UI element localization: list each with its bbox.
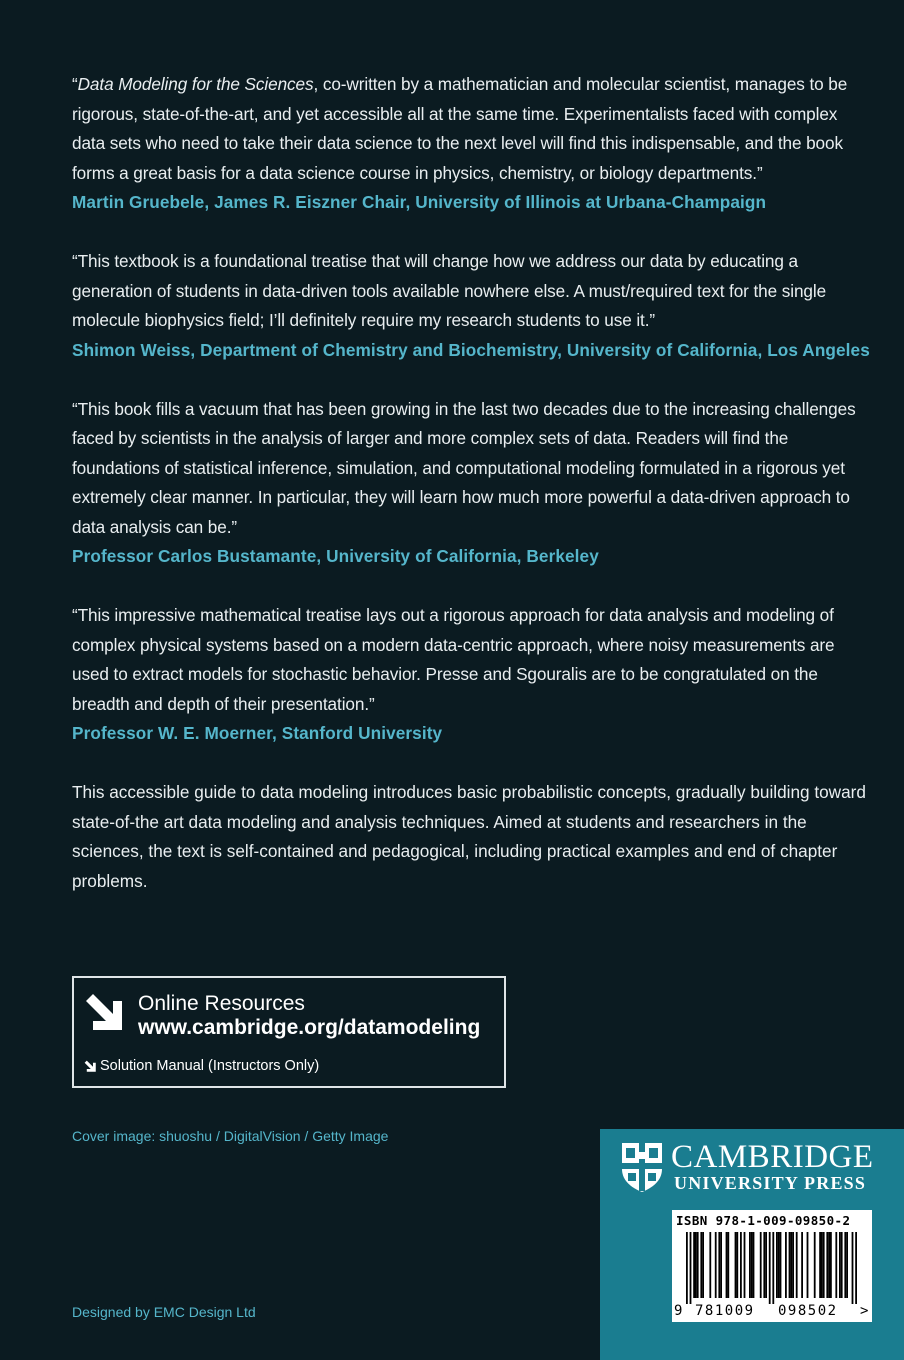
barcode-end-mark: > [860,1303,869,1319]
barcode-bar [751,1232,753,1298]
isbn-barcode [672,1210,872,1322]
barcode-bar [846,1232,848,1298]
online-resources-title: Online Resources [138,992,305,1015]
barcode-bar [720,1232,722,1298]
barcode-bar [796,1232,798,1298]
barcode-bar [819,1232,821,1298]
cambridge-shield-icon [620,1141,664,1193]
online-resources-box [72,976,506,1088]
barcode-bar [821,1232,823,1298]
barcode-first-digit: 9 [674,1303,683,1319]
barcode-bar [697,1232,699,1298]
endorsement-quote: “This impressive mathematical treatise lays out a rigorous approach for data analysis and modeling of complex physical systems based on a modern data-centric approach, where noisy measurements are used to extract models for stochastic behavior. Presse and Sgouralis are to be congratulated on the breadth and depth of their presentation.” [72,605,835,714]
barcode-right-group: 098502 [778,1303,838,1319]
endorsement-attribution: Professor W. E. Moerner, Stanford University [72,723,443,743]
barcode-bar [780,1232,782,1298]
barcode-bar [702,1232,704,1298]
arrow-down-right-icon [84,992,126,1034]
barcode-bar [778,1232,780,1298]
endorsement-attribution: Martin Gruebele, James R. Eiszner Chair, University of Illinois at Urbana-Champaign [72,192,767,212]
barcode-bar [709,1232,711,1298]
publisher-press: UNIVERSITY PRESS [674,1173,867,1193]
barcode-bar [835,1232,837,1298]
barcode-bar [735,1232,737,1298]
barcode-bar [855,1232,857,1304]
barcode-bar [828,1232,830,1298]
barcode-bar [695,1232,697,1298]
barcode-bar [693,1232,695,1298]
barcode-bar [792,1232,794,1298]
design-credit: Designed by EMC Design Ltd [72,1304,256,1320]
barcode-bar [686,1232,688,1304]
barcode-bar [844,1232,846,1298]
endorsements [72,70,872,896]
barcode-bar [807,1232,809,1298]
resources-url-link[interactable]: www.cambridge.org/datamodeling [138,1016,481,1039]
barcode-bar [744,1232,746,1298]
barcode-bar [826,1232,828,1298]
barcode-bar [740,1232,742,1298]
barcode-digits [672,1302,872,1320]
barcode-bar [749,1232,751,1298]
barcode-bar [801,1232,803,1298]
endorsement-attribution: Professor Carlos Bustamante, University of California, Berkeley [72,546,599,566]
barcode-bar [715,1232,717,1298]
solution-manual-label: Solution Manual (Instructors Only) [100,1058,320,1074]
book-description: This accessible guide to data modeling introduces basic probabilistic concepts, gradually building toward state-of-the art data modeling and analysis techniques. Aimed at students and researchers in the sciences, the text is self-contained and pedagogical, including practical examples and end of chapter problems. [72,782,866,891]
barcode-bar [753,1232,755,1298]
barcode-bar [769,1232,771,1304]
barcode-bar [839,1232,841,1298]
endorsement-quote: “This book fills a vacuum that has been growing in the last two decades due to the increasing challenges faced by scientists in the analysis of larger and more complex sets of data. Readers will find the foundations of statistical inference, simulation, and computational modeling formulated in a rigorous yet extremely clear manner. In particular, they will learn how much more powerful a data-driven approach to data analysis can be.” [72,398,856,537]
barcode-bar [765,1232,767,1298]
barcode-bar [852,1232,854,1304]
barcode-left-group: 781009 [695,1303,755,1319]
barcode-bar [760,1232,762,1298]
isbn-label: ISBN 978-1-009-09850-2 [676,1213,851,1228]
publisher-name: CAMBRIDGE [671,1139,874,1175]
barcode-bar [830,1232,832,1298]
endorsement-attribution: Shimon Weiss, Department of Chemistry and Biochemistry, University of California, Los Angeles [72,339,870,360]
barcode-bar [790,1232,792,1298]
barcode-bars [672,1232,872,1304]
barcode-bar [718,1232,720,1298]
barcode-bar [700,1232,702,1298]
barcode-bar [814,1232,816,1298]
endorsement-quote: “This textbook is a foundational treatise that will change how we address our data by educating a generation of students in data-driven tools available nowhere else. A must/required text for the single molecule biophysics field; I’ll definitely require my research students to use it.” [72,251,827,330]
barcode-bar [690,1232,692,1304]
barcode-bar [823,1232,825,1298]
endorsement-quote: “Data Modeling for the Sciences, co-written by a mathematician and molecular scientist, manages to be rigorous, state-of-the-art, and yet accessible all at the same time. Experimentalists faced with complex data sets who need to take their data science to the next level will find this indispensable, and the book forms a great basis for a data science course in physics, chemistry, or biology departments.” [72,74,848,183]
barcode-bar [727,1232,729,1298]
cover-image-credit: Cover image: shuoshu / DigitalVision / Getty Image [72,1128,389,1144]
barcode-bar [785,1232,787,1298]
barcode-bar [772,1232,774,1304]
arrow-down-right-icon [84,1060,97,1073]
barcode-bar [736,1232,738,1298]
barcode-bar [776,1232,778,1298]
barcode-bar [789,1232,791,1298]
barcode-bar [763,1232,765,1298]
book-title: Data Modeling for the Sciences [77,74,314,94]
barcode-bar [726,1232,728,1298]
barcode-bar [841,1232,843,1298]
